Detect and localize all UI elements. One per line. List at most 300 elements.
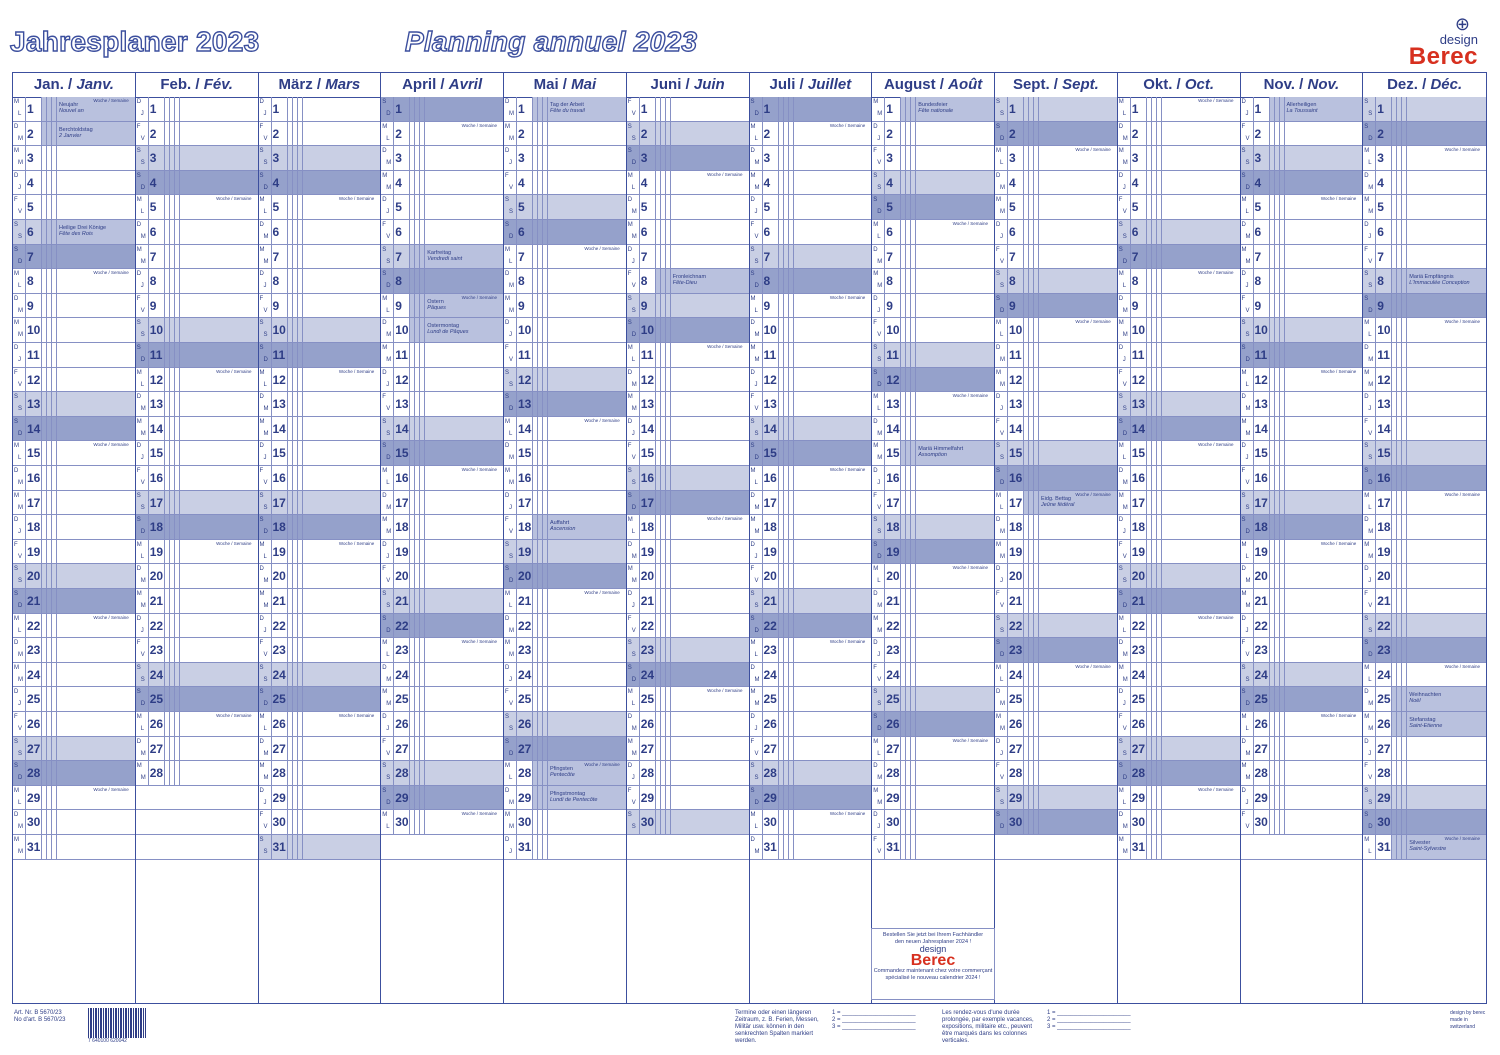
day-row[interactable] [750, 810, 872, 835]
day-row[interactable] [504, 245, 626, 270]
day-row[interactable] [13, 417, 135, 442]
day-row[interactable] [259, 441, 381, 466]
day-row[interactable] [750, 663, 872, 688]
day-row[interactable] [627, 122, 749, 147]
day-row[interactable] [1363, 417, 1486, 442]
day-row[interactable] [504, 589, 626, 614]
day-row[interactable] [872, 220, 994, 245]
day-row[interactable] [504, 491, 626, 516]
day-row[interactable] [259, 245, 381, 270]
day-row[interactable] [504, 687, 626, 712]
day-row[interactable] [259, 220, 381, 245]
day-row[interactable] [381, 687, 503, 712]
day-row[interactable] [1241, 761, 1363, 786]
day-row[interactable] [136, 171, 258, 196]
day-row[interactable] [504, 122, 626, 147]
day-row[interactable] [259, 195, 381, 220]
day-row[interactable] [1241, 466, 1363, 491]
day-row[interactable] [627, 810, 749, 835]
day-row[interactable] [1363, 441, 1486, 466]
day-row[interactable] [504, 441, 626, 466]
day-row[interactable] [872, 392, 994, 417]
day-row[interactable] [1118, 810, 1240, 835]
day-row[interactable] [872, 835, 994, 860]
day-row[interactable] [1241, 195, 1363, 220]
day-row[interactable] [1118, 318, 1240, 343]
day-row[interactable] [259, 491, 381, 516]
day-row[interactable] [504, 515, 626, 540]
day-row[interactable] [627, 737, 749, 762]
day-row[interactable] [381, 835, 503, 860]
day-row[interactable] [995, 466, 1117, 491]
day-row[interactable] [872, 614, 994, 639]
day-row[interactable] [1363, 318, 1486, 343]
day-row[interactable] [381, 540, 503, 565]
day-row[interactable] [259, 368, 381, 393]
day-row[interactable] [136, 810, 258, 835]
day-row[interactable] [1363, 122, 1486, 147]
day-row[interactable] [1241, 810, 1363, 835]
day-row[interactable] [750, 564, 872, 589]
day-row[interactable] [504, 97, 626, 122]
day-row[interactable] [750, 294, 872, 319]
day-row[interactable] [1118, 540, 1240, 565]
day-row[interactable] [627, 318, 749, 343]
day-row[interactable] [1241, 687, 1363, 712]
day-row[interactable] [136, 146, 258, 171]
day-row[interactable] [995, 392, 1117, 417]
day-row[interactable] [1363, 614, 1486, 639]
day-row[interactable] [136, 294, 258, 319]
day-row[interactable] [13, 392, 135, 417]
day-row[interactable] [995, 491, 1117, 516]
day-row[interactable] [1118, 441, 1240, 466]
day-row[interactable] [13, 171, 135, 196]
day-row[interactable] [13, 761, 135, 786]
day-row[interactable] [872, 417, 994, 442]
day-row[interactable] [13, 737, 135, 762]
day-row[interactable] [995, 368, 1117, 393]
day-row[interactable] [136, 491, 258, 516]
day-row[interactable] [1241, 220, 1363, 245]
day-row[interactable] [1363, 737, 1486, 762]
day-row[interactable] [259, 712, 381, 737]
day-row[interactable] [504, 540, 626, 565]
day-row[interactable] [627, 663, 749, 688]
day-row[interactable] [872, 737, 994, 762]
day-row[interactable] [1363, 515, 1486, 540]
day-row[interactable] [13, 245, 135, 270]
day-row[interactable] [995, 712, 1117, 737]
day-row[interactable] [750, 171, 872, 196]
day-row[interactable] [750, 761, 872, 786]
day-row[interactable] [1118, 614, 1240, 639]
day-row[interactable] [627, 466, 749, 491]
day-row[interactable] [259, 540, 381, 565]
day-row[interactable] [13, 589, 135, 614]
day-row[interactable] [1118, 638, 1240, 663]
day-row[interactable] [1118, 146, 1240, 171]
day-row[interactable] [136, 515, 258, 540]
day-row[interactable] [627, 171, 749, 196]
day-row[interactable] [1241, 245, 1363, 270]
day-row[interactable] [627, 540, 749, 565]
day-row[interactable] [504, 564, 626, 589]
day-row[interactable] [13, 343, 135, 368]
day-row[interactable] [259, 810, 381, 835]
day-row[interactable] [136, 417, 258, 442]
day-row[interactable] [1241, 786, 1363, 811]
day-row[interactable] [1118, 368, 1240, 393]
day-row[interactable] [872, 712, 994, 737]
day-row[interactable] [627, 491, 749, 516]
day-row[interactable] [136, 392, 258, 417]
day-row[interactable] [381, 564, 503, 589]
day-row[interactable] [381, 712, 503, 737]
day-row[interactable] [750, 515, 872, 540]
day-row[interactable] [872, 564, 994, 589]
day-row[interactable] [504, 294, 626, 319]
day-row[interactable] [381, 761, 503, 786]
day-row[interactable] [1118, 195, 1240, 220]
day-row[interactable] [136, 737, 258, 762]
day-row[interactable] [750, 786, 872, 811]
day-row[interactable] [872, 515, 994, 540]
day-row[interactable] [504, 343, 626, 368]
day-row[interactable] [381, 269, 503, 294]
day-row[interactable] [1241, 171, 1363, 196]
day-row[interactable] [1241, 294, 1363, 319]
day-row[interactable] [381, 392, 503, 417]
day-row[interactable] [1363, 392, 1486, 417]
day-row[interactable] [13, 195, 135, 220]
day-row[interactable] [1241, 589, 1363, 614]
day-row[interactable] [1363, 269, 1486, 294]
day-row[interactable] [259, 663, 381, 688]
day-row[interactable] [627, 368, 749, 393]
day-row[interactable] [750, 122, 872, 147]
day-row[interactable] [872, 786, 994, 811]
day-row[interactable] [627, 761, 749, 786]
day-row[interactable] [750, 368, 872, 393]
day-row[interactable] [259, 466, 381, 491]
day-row[interactable] [1118, 294, 1240, 319]
day-row[interactable] [995, 835, 1117, 860]
day-row[interactable] [750, 614, 872, 639]
day-row[interactable] [627, 712, 749, 737]
day-row[interactable] [1118, 687, 1240, 712]
day-row[interactable] [872, 491, 994, 516]
day-row[interactable] [627, 269, 749, 294]
day-row[interactable] [381, 171, 503, 196]
day-row[interactable] [136, 245, 258, 270]
day-row[interactable] [1241, 146, 1363, 171]
day-row[interactable] [136, 318, 258, 343]
day-row[interactable] [504, 466, 626, 491]
day-row[interactable] [13, 97, 135, 122]
day-row[interactable] [995, 122, 1117, 147]
day-row[interactable] [259, 97, 381, 122]
day-row[interactable] [995, 417, 1117, 442]
day-row[interactable] [1241, 392, 1363, 417]
day-row[interactable] [995, 786, 1117, 811]
day-row[interactable] [1363, 638, 1486, 663]
day-row[interactable] [872, 589, 994, 614]
day-row[interactable] [504, 737, 626, 762]
day-row[interactable] [381, 97, 503, 122]
day-row[interactable] [136, 761, 258, 786]
day-row[interactable] [627, 195, 749, 220]
day-row[interactable] [504, 417, 626, 442]
day-row[interactable] [504, 810, 626, 835]
day-row[interactable] [750, 687, 872, 712]
day-row[interactable] [1241, 614, 1363, 639]
day-row[interactable] [995, 663, 1117, 688]
day-row[interactable] [13, 491, 135, 516]
day-row[interactable] [381, 318, 503, 343]
day-row[interactable] [627, 392, 749, 417]
day-row[interactable] [1118, 171, 1240, 196]
day-row[interactable] [259, 146, 381, 171]
day-row[interactable] [1241, 638, 1363, 663]
day-row[interactable] [995, 245, 1117, 270]
day-row[interactable] [995, 269, 1117, 294]
day-row[interactable] [504, 220, 626, 245]
day-row[interactable] [995, 146, 1117, 171]
day-row[interactable] [381, 195, 503, 220]
day-row[interactable] [1118, 97, 1240, 122]
day-row[interactable] [872, 687, 994, 712]
day-row[interactable] [1241, 368, 1363, 393]
day-row[interactable] [136, 97, 258, 122]
day-row[interactable] [1241, 417, 1363, 442]
day-row[interactable] [13, 786, 135, 811]
day-row[interactable] [872, 343, 994, 368]
day-row[interactable] [995, 540, 1117, 565]
day-row[interactable] [1363, 195, 1486, 220]
day-row[interactable] [136, 786, 258, 811]
day-row[interactable] [136, 540, 258, 565]
day-row[interactable] [1118, 564, 1240, 589]
day-row[interactable] [1118, 663, 1240, 688]
day-row[interactable] [13, 146, 135, 171]
day-row[interactable] [259, 638, 381, 663]
day-row[interactable] [872, 368, 994, 393]
day-row[interactable] [1363, 786, 1486, 811]
day-row[interactable] [995, 589, 1117, 614]
day-row[interactable] [259, 171, 381, 196]
day-row[interactable] [627, 835, 749, 860]
day-row[interactable] [136, 269, 258, 294]
day-row[interactable] [504, 269, 626, 294]
day-row[interactable] [750, 146, 872, 171]
day-row[interactable] [750, 245, 872, 270]
day-row[interactable] [995, 638, 1117, 663]
day-row[interactable] [504, 638, 626, 663]
day-row[interactable] [381, 786, 503, 811]
day-row[interactable] [750, 737, 872, 762]
day-row[interactable] [1241, 737, 1363, 762]
day-row[interactable] [750, 417, 872, 442]
day-row[interactable] [381, 638, 503, 663]
day-row[interactable] [13, 564, 135, 589]
day-row[interactable] [995, 515, 1117, 540]
day-row[interactable] [381, 122, 503, 147]
day-row[interactable] [995, 687, 1117, 712]
day-row[interactable] [1363, 294, 1486, 319]
day-row[interactable] [750, 638, 872, 663]
day-row[interactable] [136, 368, 258, 393]
day-row[interactable] [627, 638, 749, 663]
day-row[interactable] [1363, 761, 1486, 786]
day-row[interactable] [750, 491, 872, 516]
day-row[interactable] [504, 712, 626, 737]
day-row[interactable] [995, 564, 1117, 589]
day-row[interactable] [1118, 835, 1240, 860]
day-row[interactable] [381, 146, 503, 171]
day-row[interactable] [872, 810, 994, 835]
day-row[interactable] [381, 614, 503, 639]
day-row[interactable] [136, 466, 258, 491]
day-row[interactable] [1363, 712, 1486, 737]
day-row[interactable] [259, 417, 381, 442]
day-row[interactable] [381, 343, 503, 368]
day-row[interactable] [13, 269, 135, 294]
day-row[interactable] [136, 835, 258, 860]
day-row[interactable] [1363, 687, 1486, 712]
day-row[interactable] [1118, 269, 1240, 294]
day-row[interactable] [13, 441, 135, 466]
day-row[interactable] [1363, 466, 1486, 491]
day-row[interactable] [504, 835, 626, 860]
day-row[interactable] [504, 614, 626, 639]
day-row[interactable] [13, 220, 135, 245]
day-row[interactable] [504, 146, 626, 171]
day-row[interactable] [627, 220, 749, 245]
day-row[interactable] [627, 687, 749, 712]
day-row[interactable] [13, 318, 135, 343]
day-row[interactable] [872, 318, 994, 343]
day-row[interactable] [750, 392, 872, 417]
day-row[interactable] [750, 712, 872, 737]
day-row[interactable] [995, 761, 1117, 786]
day-row[interactable] [1363, 97, 1486, 122]
day-row[interactable] [1363, 835, 1486, 860]
day-row[interactable] [1241, 97, 1363, 122]
day-row[interactable] [750, 220, 872, 245]
day-row[interactable] [504, 171, 626, 196]
day-row[interactable] [1118, 491, 1240, 516]
day-row[interactable] [1241, 491, 1363, 516]
day-row[interactable] [259, 294, 381, 319]
day-row[interactable] [1118, 515, 1240, 540]
day-row[interactable] [1363, 810, 1486, 835]
day-row[interactable] [504, 786, 626, 811]
day-row[interactable] [1363, 491, 1486, 516]
day-row[interactable] [13, 540, 135, 565]
day-row[interactable] [627, 614, 749, 639]
day-row[interactable] [872, 122, 994, 147]
day-row[interactable] [136, 343, 258, 368]
day-row[interactable] [1118, 220, 1240, 245]
day-row[interactable] [381, 466, 503, 491]
day-row[interactable] [136, 441, 258, 466]
day-row[interactable] [1363, 368, 1486, 393]
day-row[interactable] [627, 786, 749, 811]
day-row[interactable] [995, 294, 1117, 319]
day-row[interactable] [627, 294, 749, 319]
day-row[interactable] [136, 122, 258, 147]
day-row[interactable] [627, 245, 749, 270]
day-row[interactable] [259, 564, 381, 589]
day-row[interactable] [750, 343, 872, 368]
day-row[interactable] [13, 294, 135, 319]
day-row[interactable] [136, 687, 258, 712]
day-row[interactable] [872, 195, 994, 220]
day-row[interactable] [750, 835, 872, 860]
day-row[interactable] [750, 97, 872, 122]
day-row[interactable] [872, 294, 994, 319]
day-row[interactable] [1118, 761, 1240, 786]
day-row[interactable] [381, 589, 503, 614]
day-row[interactable] [1363, 245, 1486, 270]
day-row[interactable] [995, 614, 1117, 639]
day-row[interactable] [750, 589, 872, 614]
day-row[interactable] [750, 269, 872, 294]
day-row[interactable] [1241, 318, 1363, 343]
day-row[interactable] [259, 515, 381, 540]
day-row[interactable] [259, 687, 381, 712]
day-row[interactable] [995, 737, 1117, 762]
day-row[interactable] [1363, 540, 1486, 565]
day-row[interactable] [1241, 343, 1363, 368]
day-row[interactable] [627, 589, 749, 614]
day-row[interactable] [1363, 171, 1486, 196]
day-row[interactable] [13, 835, 135, 860]
day-row[interactable] [381, 491, 503, 516]
day-row[interactable] [872, 540, 994, 565]
day-row[interactable] [381, 515, 503, 540]
day-row[interactable] [750, 441, 872, 466]
day-row[interactable] [1241, 712, 1363, 737]
day-row[interactable] [259, 589, 381, 614]
day-row[interactable] [1241, 441, 1363, 466]
day-row[interactable] [259, 786, 381, 811]
day-row[interactable] [1241, 122, 1363, 147]
day-row[interactable] [259, 737, 381, 762]
day-row[interactable] [1118, 343, 1240, 368]
day-row[interactable] [1118, 589, 1240, 614]
day-row[interactable] [381, 810, 503, 835]
day-row[interactable] [872, 466, 994, 491]
day-row[interactable] [872, 146, 994, 171]
day-row[interactable] [872, 245, 994, 270]
day-row[interactable] [136, 663, 258, 688]
day-row[interactable] [381, 417, 503, 442]
day-row[interactable] [504, 761, 626, 786]
day-row[interactable] [750, 318, 872, 343]
day-row[interactable] [259, 614, 381, 639]
day-row[interactable] [1363, 146, 1486, 171]
day-row[interactable] [1241, 269, 1363, 294]
day-row[interactable] [13, 122, 135, 147]
day-row[interactable] [259, 122, 381, 147]
day-row[interactable] [504, 368, 626, 393]
day-row[interactable] [259, 761, 381, 786]
day-row[interactable] [504, 663, 626, 688]
day-row[interactable] [259, 343, 381, 368]
day-row[interactable] [995, 318, 1117, 343]
